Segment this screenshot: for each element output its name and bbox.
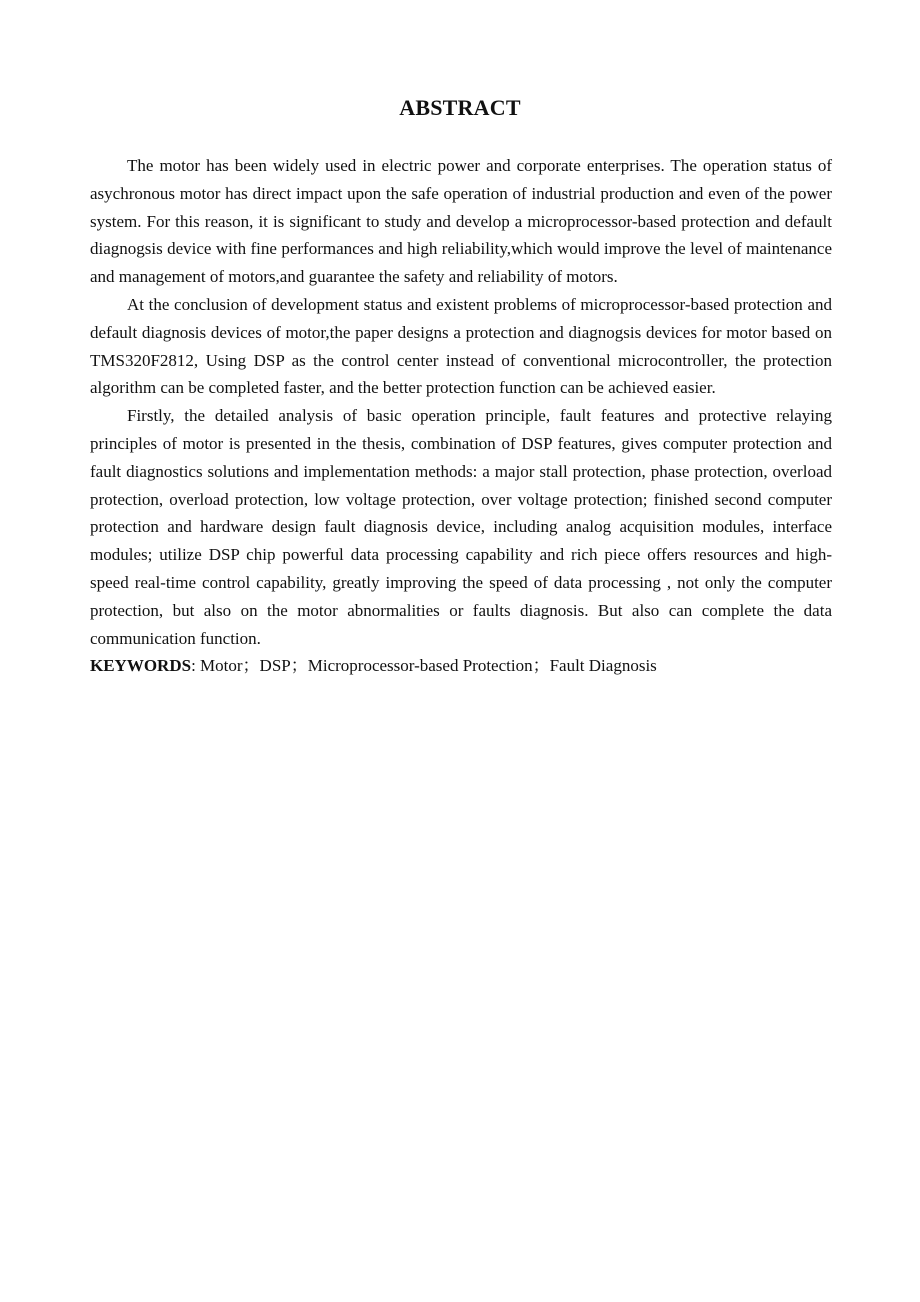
keywords-text: : Motor；DSP；Microprocessor-based Protection；Fault Diagnosis [191,656,657,676]
abstract-paragraph-1: The motor has been widely used in electric power and corporate enterprises. The operation status of asychronous motor has direct impact upon the safe operation of industrial production and even of the power system. For this reason, it is significant to study and develop a microprocessor-based protection and default diagnogsis device with fine performances and high reliability,which would improve the level of maintenance and management of motors,and guarantee the safety and reliability of motors. [90,156,832,287]
abstract-paragraph-2: At the conclusion of development status and existent problems of microprocessor-based protection and default diagnosis devices of motor,the paper designs a protection and diagnogsis devices for motor based on TMS320F2812, Using DSP as the control center instead of conventional microcontroller, the protection algorithm can be completed faster, and the better protection function can be achieved easier. [90,294,832,398]
page-title: ABSTRACT [399,95,521,120]
keywords-line [90,652,832,680]
keywords-label: KEYWORDS [90,656,192,676]
abstract-body [90,152,832,680]
abstract-paragraph-3: Firstly, the detailed analysis of basic operation principle, fault features and protective relaying principles of motor is presented in the thesis, combination of DSP features, gives computer protection and fault diagnostics solutions and implementation methods: a major stall protection, phase protection, overload protection, overload protection, low voltage protection, over voltage protection; finished second computer protection and hardware design fault diagnosis device, including analog acquisition modules, interface modules; utilize DSP chip powerful data processing capability and rich piece offers resources and high-speed real-time control capability, greatly improving the speed of data processing , not only the computer protection, but also on the motor abnormalities or faults diagnosis. But also can complete the data communication function. [90,406,832,648]
